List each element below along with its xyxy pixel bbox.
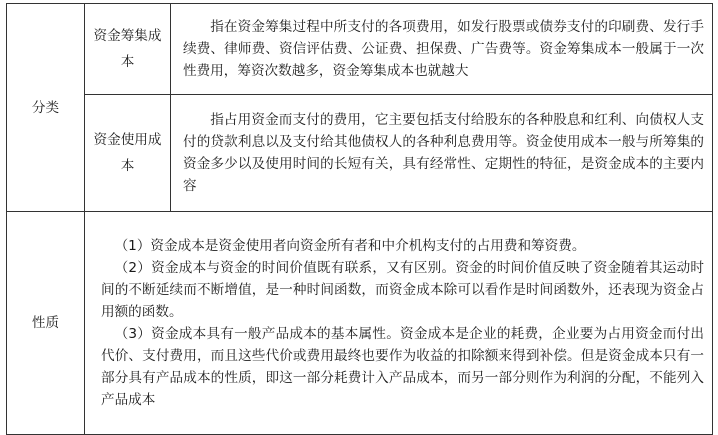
- funding-cost-description: 指在资金筹集过程中所支付的各项费用，如发行股票或债券支付的印刷费、发行手续费、律师费、资信评估费、公证费、担保费、广告费等。资金筹集成本一般属于一次性费用，筹资次数越多，资金筹集成本也就越大: [171, 4, 713, 95]
- funding-cost-name: 资金筹集成本: [85, 4, 171, 95]
- capital-cost-table: [6, 3, 713, 435]
- usage-cost-name: 资金使用成本: [85, 95, 171, 212]
- classification-label: 分类: [7, 4, 85, 212]
- nature-content: [85, 212, 713, 435]
- nature-point-1: （1）资金成本是资金使用者向资金所有者和中介机构支付的占用费和筹资费。: [114, 238, 586, 254]
- table-row-nature: [7, 212, 713, 435]
- usage-cost-description: 指占用资金而支付的费用，它主要包括支付给股东的各种股息和红利、向债权人支付的贷款利息以及支付给其他债权人的各种利息费用等。资金使用成本一般与所筹集的资金多少以及使用时间的长短有关，具有经常性、定期性的特征，是资金成本的主要内容: [171, 95, 713, 212]
- nature-point-3: （3）资金成本具有一般产品成本的基本属性。资金成本是企业的耗费，企业要为占用资金而付出代价、支付费用，而且这些代价或费用最终也要作为收益的扣除额来得到补偿。但是资金成本只有一部分具有产品成本的性质，即这一部分耗费计入产品成本，而另一部分则作为利润的分配，不能列入产品成本: [101, 326, 704, 408]
- table-row-usage-cost: [7, 95, 713, 212]
- table-row-funding-cost: [7, 4, 713, 95]
- nature-label: 性质: [7, 212, 85, 435]
- nature-point-2: （2）资金成本与资金的时间价值既有联系，又有区别。资金的时间价值反映了资金随着其运动时间的不断延续而不断增值，是一种时间函数，而资金成本除可以看作是时间函数外，还表现为资金占用额的函数。: [101, 260, 704, 320]
